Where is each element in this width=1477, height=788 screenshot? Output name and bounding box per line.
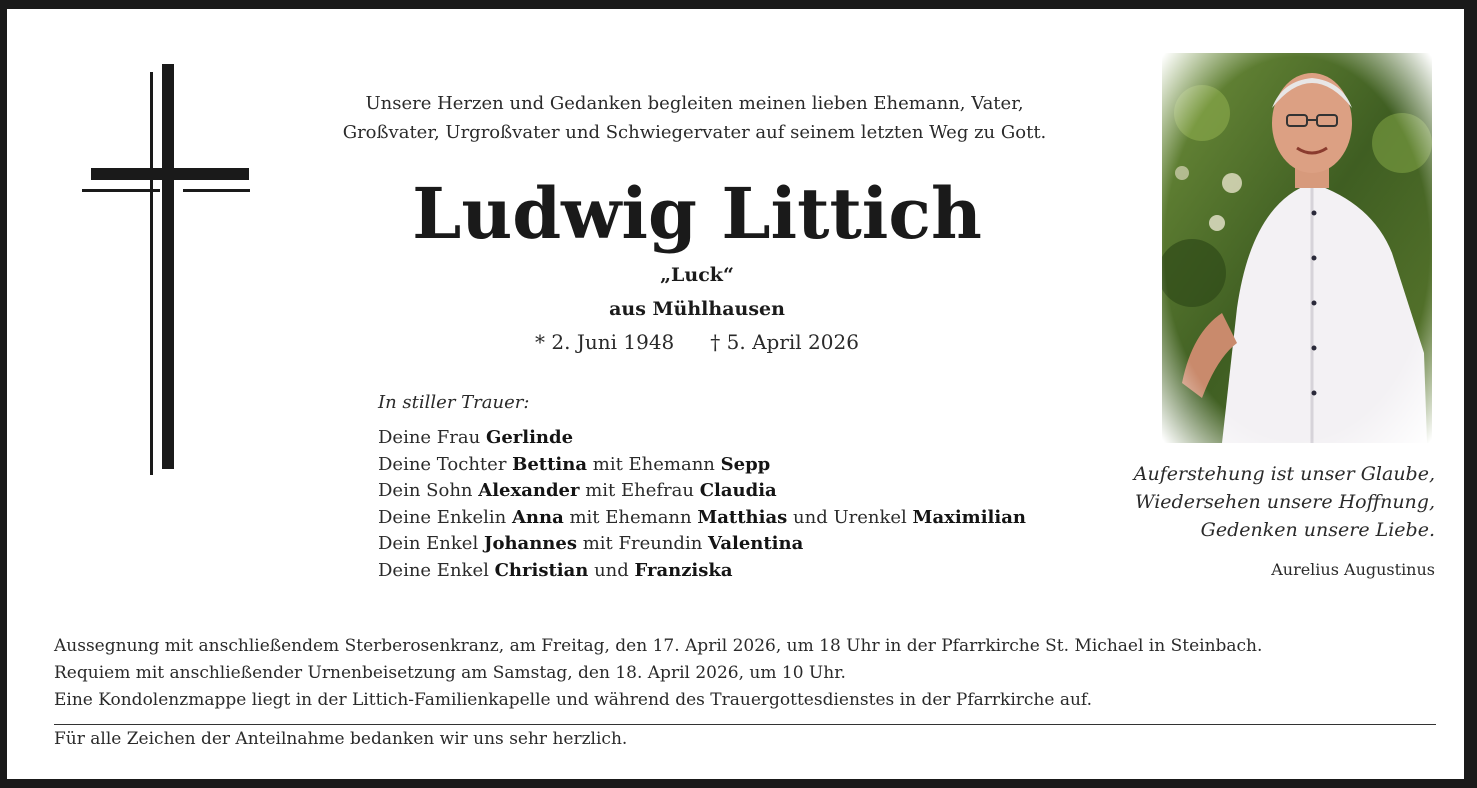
quote-author: Aurelius Augustinus xyxy=(1271,560,1435,579)
thanks-text: Für alle Zeichen der Anteilnahme bedanken wir uns sehr herzlich. xyxy=(54,729,628,749)
note-line: Aussegnung mit anschließendem Sterberosenkranz, am Freitag, den 17. April 2026, um 18 Uhr in der Pfarrkirche St. Michael in Steinbach. xyxy=(54,636,1263,656)
cross-icon xyxy=(79,64,254,476)
mourner-relation: Dein Enkel xyxy=(378,533,484,554)
deceased-origin: aus Mühlhausen xyxy=(609,298,785,320)
quote-line: Gedenken unsere Liebe. xyxy=(1200,519,1435,541)
death-date: † 5. April 2026 xyxy=(710,330,859,354)
quote-line: Wiedersehen unsere Hoffnung, xyxy=(1135,491,1435,513)
quote-line: Auferstehung ist unser Glaube, xyxy=(1133,463,1435,485)
mourner-name: Matthias xyxy=(697,506,788,528)
intro-text xyxy=(307,89,1082,147)
intro-line: Großvater, Urgroßvater und Schwiegervater auf seinem letzten Weg zu Gott. xyxy=(342,122,1047,143)
mourner-name: Johannes xyxy=(483,533,577,554)
mourner-line xyxy=(378,531,1026,558)
mourner-name: Sepp xyxy=(720,453,771,475)
mourners-list xyxy=(378,425,1026,584)
mourner-name: Bettina xyxy=(512,453,588,475)
life-dates xyxy=(447,330,947,354)
mourner-name: Anna xyxy=(511,506,564,528)
note-line: Eine Kondolenzmappe liegt in der Littich-Familienkapelle und während des Trauergottesdienstes in der Pfarrkirche auf. xyxy=(54,690,1093,710)
service-notes xyxy=(54,633,1434,714)
divider xyxy=(54,724,1436,725)
mourner-relation: mit Ehemann xyxy=(587,453,721,475)
deceased-name: Ludwig Littich xyxy=(412,172,982,255)
mourner-line xyxy=(378,425,1026,452)
mourner-name: Alexander xyxy=(478,480,580,501)
mourner-relation: und xyxy=(588,559,635,581)
mourner-line xyxy=(378,558,1026,585)
mourner-relation: mit Ehefrau xyxy=(579,480,700,501)
mourner-name: Claudia xyxy=(699,480,777,501)
mourner-name: Maximilian xyxy=(912,506,1026,528)
quote xyxy=(1087,460,1435,544)
mourner-relation: Dein Sohn xyxy=(378,480,479,501)
mourner-relation: Deine Tochter xyxy=(378,453,513,475)
mourning-heading: In stiller Trauer: xyxy=(378,392,530,413)
mourner-relation: mit Freundin xyxy=(576,533,709,554)
mourner-line xyxy=(378,478,1026,505)
deceased-nickname: „Luck“ xyxy=(660,264,734,286)
note-line: Requiem mit anschließender Urnenbeisetzung am Samstag, den 18. April 2026, um 10 Uhr. xyxy=(54,663,846,683)
mourner-relation: Deine Enkel xyxy=(378,559,495,581)
mourner-line xyxy=(378,505,1026,532)
intro-line: Unsere Herzen und Gedanken begleiten meinen lieben Ehemann, Vater, xyxy=(365,93,1024,114)
mourner-relation: mit Ehemann xyxy=(563,506,698,528)
birth-date: * 2. Juni 1948 xyxy=(535,330,675,354)
mourner-relation: Deine Frau xyxy=(378,427,486,448)
mourner-name: Gerlinde xyxy=(485,427,574,448)
mourner-line xyxy=(378,452,1026,479)
mourner-name: Christian xyxy=(494,559,589,581)
mourner-name: Valentina xyxy=(708,533,804,554)
mourner-relation: und Urenkel xyxy=(787,506,913,528)
portrait-photo xyxy=(1162,53,1432,443)
mourner-name: Franziska xyxy=(634,559,733,581)
mourner-relation: Deine Enkelin xyxy=(378,506,512,528)
